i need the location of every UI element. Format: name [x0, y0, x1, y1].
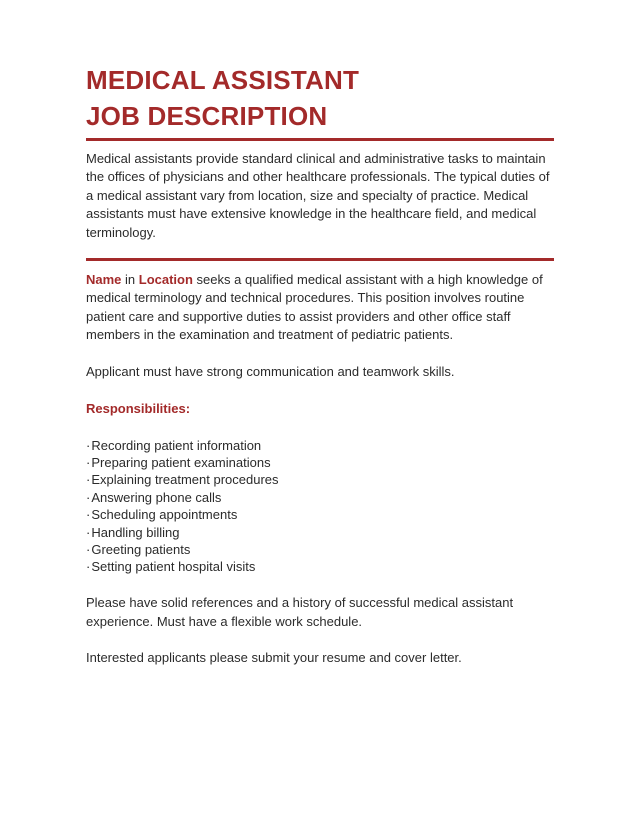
responsibility-text: Setting patient hospital visits — [91, 559, 256, 575]
bullet-marker: · — [86, 472, 91, 488]
responsibility-text: Preparing patient examinations — [91, 455, 271, 471]
responsibility-text: Greeting patients — [91, 542, 191, 558]
responsibility-item — [86, 489, 554, 506]
responsibility-item — [86, 454, 554, 471]
references-paragraph: Please have solid references and a history of successful medical assistant experience. Must have a flexible work schedule. — [86, 595, 514, 629]
bullet-marker: · — [86, 524, 91, 540]
posting-in-word: in — [121, 272, 139, 288]
title-line-2: JOB DESCRIPTION — [86, 101, 328, 131]
location-placeholder: Location — [138, 272, 193, 288]
bullet-marker: · — [86, 542, 91, 558]
responsibility-text: Answering phone calls — [91, 489, 222, 505]
responsibility-item — [86, 437, 554, 454]
bullet-marker: · — [86, 437, 91, 453]
job-posting-body — [86, 271, 554, 668]
intro-paragraph: Medical assistants provide standard clinical and administrative tasks to maintain the offices of physicians and other healthcare professionals. The typical duties of a medical assistant vary from location, size and specialty of practice. Medical assistants must have extensive knowledge in the healthcare field, and medical terminology. — [86, 151, 550, 240]
posting-paragraph — [86, 271, 554, 345]
responsibility-text: Handling billing — [91, 524, 180, 540]
posting-text: seeks a qualified medical assistant with a high knowledge of medical terminology and technical procedures. This position involves routine patient care and supportive duties to assist providers and other office staff members in the examination and treatment of pediatric patients. — [86, 272, 543, 343]
employer-name-placeholder: Name — [86, 272, 122, 288]
title-line-1: MEDICAL ASSISTANT — [86, 65, 360, 95]
responsibility-text: Scheduling appointments — [91, 507, 238, 523]
page-title — [86, 62, 554, 134]
section-divider — [86, 258, 554, 261]
responsibility-text: Explaining treatment procedures — [91, 472, 279, 488]
bullet-marker: · — [86, 507, 91, 523]
responsibilities-list — [86, 437, 554, 576]
responsibility-item — [86, 558, 554, 575]
job-description-page — [86, 62, 554, 668]
bullet-marker: · — [86, 559, 91, 575]
responsibility-item — [86, 524, 554, 541]
title-divider — [86, 138, 554, 141]
bullet-marker: · — [86, 455, 91, 471]
responsibility-text: Recording patient information — [91, 437, 262, 453]
responsibility-item — [86, 471, 554, 488]
responsibility-item — [86, 541, 554, 558]
skills-paragraph: Applicant must have strong communication and teamwork skills. — [86, 364, 455, 380]
responsibility-item — [86, 506, 554, 523]
responsibilities-heading: Responsibilities: — [86, 400, 191, 416]
bullet-marker: · — [86, 489, 91, 505]
closing-paragraph: Interested applicants please submit your resume and cover letter. — [86, 650, 462, 666]
